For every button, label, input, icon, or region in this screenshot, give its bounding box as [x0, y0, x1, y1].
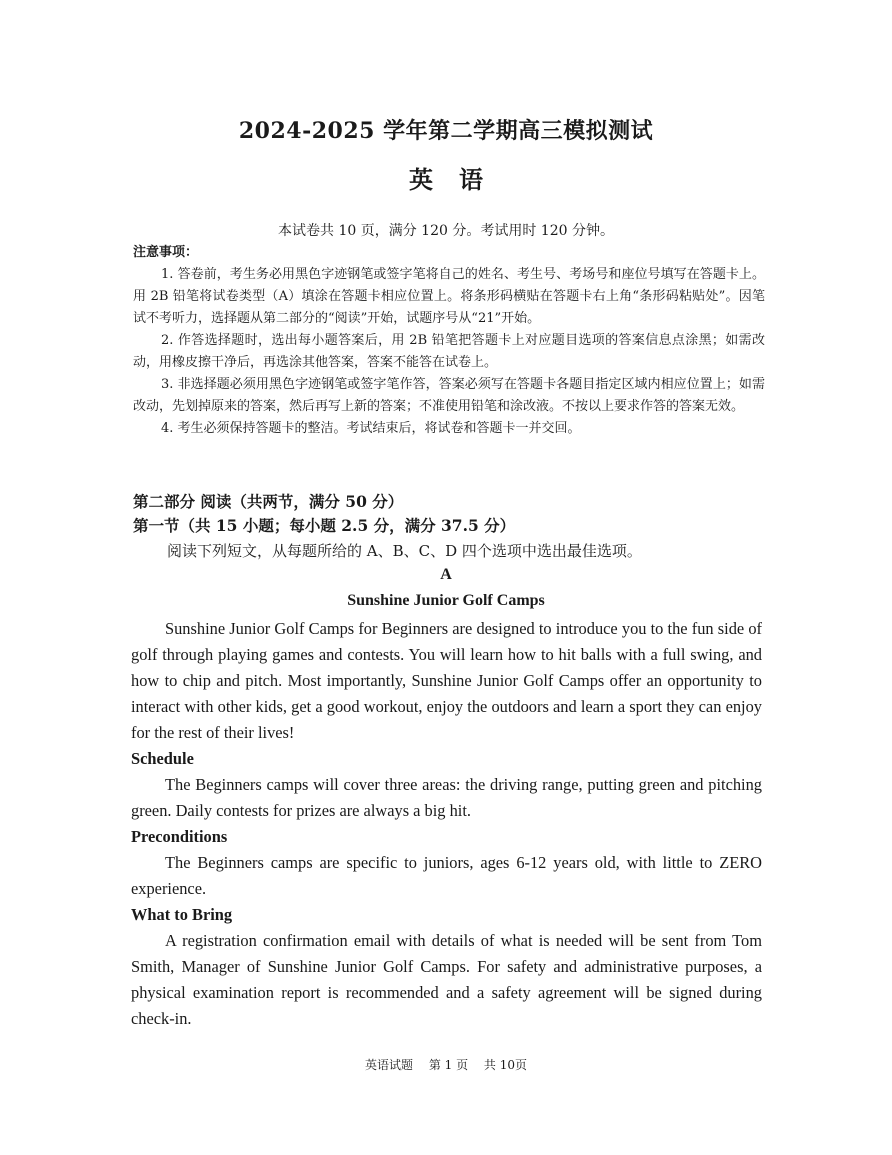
passage-intro: Sunshine Junior Golf Camps for Beginners are designed to introduce you to the fun side of golf through playing games and contests. You will learn how to hit balls with a full swing, and how to chip and pitch. Most importantly, Sunshine Junior Golf Camps offer an opportunity to interact with other kids, get a good workout, enjoy the outdoors and learn a sport they can enjoy for the rest of their lives!: [131, 619, 762, 742]
what-to-bring-text: A registration confirmation email with details of what is needed will be sent from Tom Smith, Manager of Sunshine Junior Golf Camps. For safety and administrative purposes, a physical examination report is recommended and a safety agreement will be signed during check-in.: [131, 931, 762, 1028]
notice-heading: 注意事项：: [133, 245, 199, 260]
exam-info: 本试卷共 10 页，满分 120 分。考试用时 120 分钟。: [278, 223, 614, 239]
section-instruction: 阅读下列短文，从每题所给的 A、B、C、D 四个选项中选出最佳选项。: [167, 542, 642, 560]
exam-title: 2024-2025 学年第二学期高三模拟测试: [238, 118, 654, 144]
notice-item-4: 4. 考生必须保持答题卡的整洁。考试结束后，将试卷和答题卡一并交回。: [161, 421, 581, 436]
schedule-text: The Beginners camps will cover three areas: the driving range, putting green and pitching green. Daily contests for prizes are always a big hit.: [131, 775, 762, 820]
what-to-bring-heading: What to Bring: [131, 905, 233, 924]
section-heading: 第一节（共 15 小题；每小题 2.5 分，满分 37.5 分）: [133, 516, 516, 535]
subject-title: 英语: [409, 165, 509, 194]
passage-label: A: [440, 566, 452, 583]
part-heading: 第二部分 阅读（共两节，满分 50 分）: [133, 492, 404, 511]
footer-total-pages: 共 10页: [483, 1058, 528, 1072]
passage-body: [131, 616, 762, 1032]
preconditions-text: The Beginners camps are specific to juniors, ages 6-12 years old, with little to ZERO experience.: [131, 853, 762, 898]
footer-subject-label: 英语试题: [364, 1058, 413, 1072]
notice-block: [133, 242, 765, 440]
notice-item-1: 1. 答卷前，考生务必用黑色字迹钢笔或签字笔将自己的姓名、考生号、考场号和座位号填写在答题卡上。用 2B 铅笔将试卷类型（A）填涂在答题卡相应位置上。将条形码横贴在答题卡右上角“条形码粘贴处”。因笔试不考听力，选择题从第二部分的“阅读”开始，试题序号从“21”开始。: [133, 267, 765, 326]
notice-item-3: 3. 非选择题必须用黑色字迹钢笔或签字笔作答，答案必须写在答题卡各题目指定区域内相应位置上；如需改动，先划掉原来的答案，然后再写上新的答案；不准使用铅笔和涂改液。不按以上要求作答的答案无效。: [133, 377, 765, 414]
footer-page-number: 第 1 页: [428, 1058, 469, 1072]
preconditions-heading: Preconditions: [131, 827, 228, 846]
schedule-heading: Schedule: [131, 749, 194, 768]
page-footer: [0, 1056, 892, 1073]
passage-title: Sunshine Junior Golf Camps: [347, 592, 545, 609]
notice-item-2: 2. 作答选择题时，选出每小题答案后，用 2B 铅笔把答题卡上对应题目选项的答案信息点涂黑；如需改动，用橡皮擦干净后，再选涂其他答案，答案不能答在试卷上。: [133, 333, 765, 370]
